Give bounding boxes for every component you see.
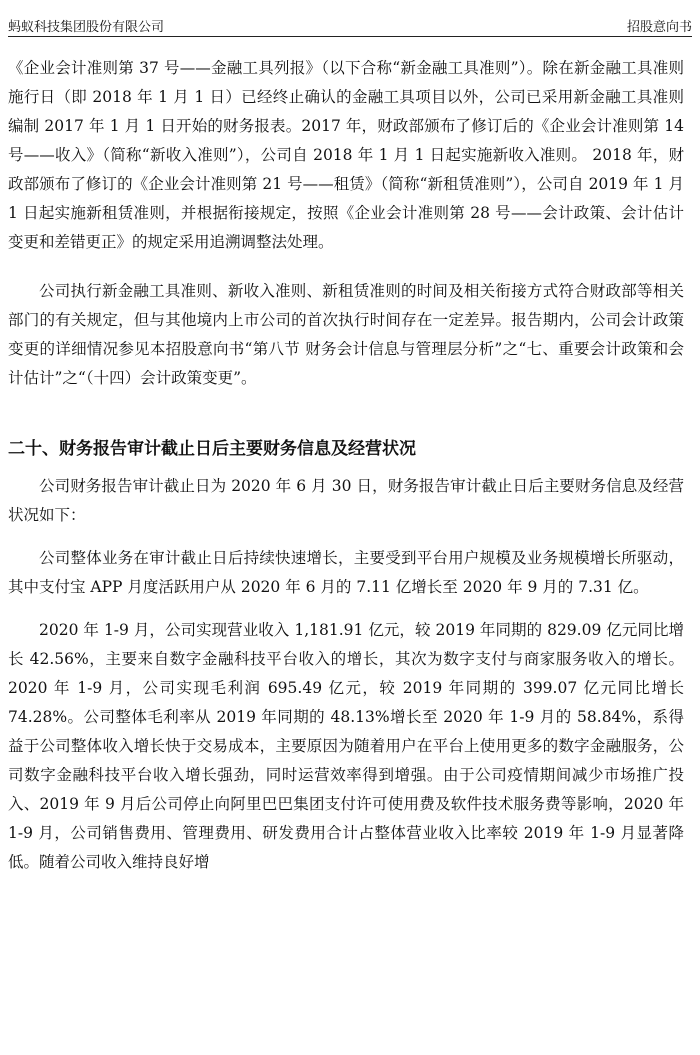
page-header xyxy=(8,6,692,37)
paragraph-policy-changes: 公司执行新金融工具准则、新收入准则、新租赁准则的时间及相关衔接方式符合财政部等相关部门的有关规定，但与其他境内上市公司的首次执行时间存在一定差异。报告期内，公司会计政策变更的详细情况参见本招股意向书“第八节 财务会计信息与管理层分析”之“七、重要会计政策和会计估计”之“（十四）会计政策变更”。 xyxy=(8,282,684,387)
paragraph-accounting-standards: 《企业会计准则第 37 号——金融工具列报》（以下合称“新金融工具准则”）。除在新金融工具准则施行日（即 2018 年 1 月 1 日）已经终止确认的金融工具项目以外，公司已采用新金融工具准则编制 2017 年 1 月 1 日开始的财务报表。2017 年，财政部颁布了修订后的《企业会计准则第 14 号——收入》（简称“新收入准则”），公司自 2018 年 1 月 1 日起实施新收入准则。 2018 年，财政部颁布了修订的《企业会计准则第 21 号——租赁》（简称“新租赁准则”），公司自 2019 年 1 月 1 日起实施新租赁准则，并根据衔接规定，按照《企业会计准则第 28 号——会计政策、会计估计变更和差错更正》的规定采用追溯调整法处理。 xyxy=(8,59,684,251)
header-company-name: 蚂蚁科技集团股份有限公司 xyxy=(8,20,165,35)
section-heading: 二十、财务报告审计截止日后主要财务信息及经营状况 xyxy=(8,439,416,459)
header-document-type: 招股意向书 xyxy=(626,20,692,35)
paragraph-business-growth: 公司整体业务在审计截止日后持续快速增长，主要受到平台用户规模及业务规模增长所驱动，其中支付宝 APP 月度活跃用户从 2020 年 6 月的 7.11 亿增长至 2020 年 9 月的 7.31 亿。 xyxy=(8,549,684,596)
document-body xyxy=(8,54,684,877)
paragraph-financial-results: 2020 年 1-9 月，公司实现营业收入 1,181.91 亿元，较 2019 年同期的 829.09 亿元同比增长 42.56%，主要来自数字金融科技平台收入的增长，其次为数字支付与商家服务收入的增长。2020 年 1-9 月，公司实现毛利润 695.49 亿元，较 2019 年同期的 399.07 亿元同比增长 74.28%。公司整体毛利率从 2019 年同期的 48.13%增长至 2020 年 1-9 月的 58.84%，系得益于公司整体收入增长快于交易成本，主要原因为随着用户在平台上使用更多的数字金融服务，公司数字金融科技平台收入增长强劲，同时运营效率得到增强。由于公司疫情期间减少市场推广投入、2019 年 9 月后公司停止向阿里巴巴集团支付许可使用费及软件技术服务费等影响，2020 年 1-9 月，公司销售费用、管理费用、研发费用合计占整体营业收入比率较 2019 年 1-9 月显著降低。随着公司收入维持良好增 xyxy=(8,621,684,871)
paragraph-audit-cutoff: 公司财务报告审计截止日为 2020 年 6 月 30 日，财务报告审计截止日后主要财务信息及经营状况如下： xyxy=(8,477,684,524)
